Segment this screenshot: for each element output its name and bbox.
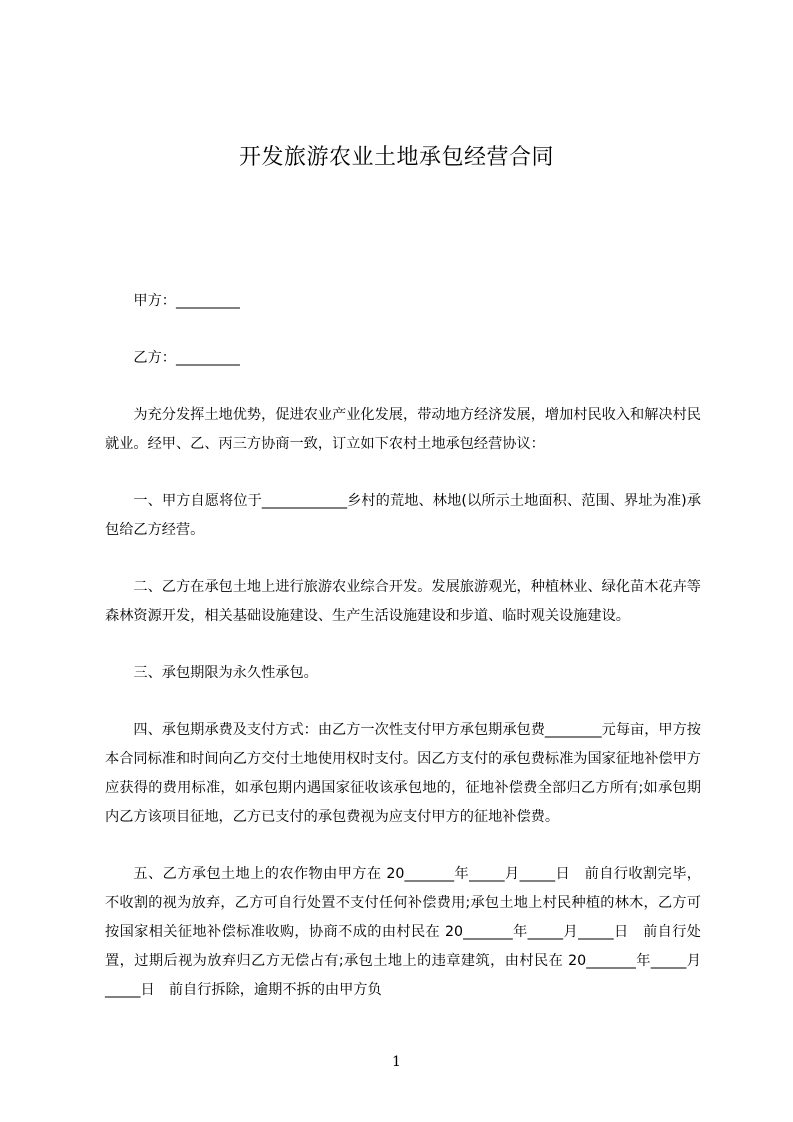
clause-1: 一、甲方自愿将位于____________乡村的荒地、林地(以所示土地面积、范围、界址为准)承包给乙方经营。 bbox=[105, 493, 701, 538]
document-title: 开发旅游农业土地承包经营合同 bbox=[238, 145, 554, 170]
party-a-line: 甲方：_________ bbox=[133, 293, 240, 309]
intro-paragraph: 为充分发挥土地优势，促进农业产业化发展，带动地方经济发展，增加村民收入和解决村民就业。经甲、乙、丙三方协商一致，订立如下农村土地承包经营协议： bbox=[105, 407, 701, 452]
clause-4: 四、承包期承费及支付方式：由乙方一次性支付甲方承包期承包费________元每亩，甲方按本合同标准和时间向乙方交付土地使用权时支付。因乙方支付的承包费标准为国家征地补偿甲方应获得的费用标准，如承包期内遇国家征收该承包地的，征地补偿费全部归乙方所有;如承包期内乙方该项目征地，乙方已支付的承包费视为应支付甲方的征地补偿费。 bbox=[105, 722, 701, 825]
document-body bbox=[105, 287, 701, 1033]
clause-5: 五、乙方承包土地上的农作物由甲方在 20_______年_____月_____日 前自行收割完毕，不收割的视为放弃，乙方可自行处置不支付任何补偿费用;承包土地上村民种植的林木，乙方可按国家相关征地补偿标准收购，协商不成的由村民在 20_______年_____月_____日 前自行处置，过期后视为放弃归乙方无偿占有;承包土地上的违章建筑，由村民在 20_______年_____月_____日 前自行拆除，逾期不拆的由甲方负 bbox=[105, 866, 701, 998]
clause-2: 二、乙方在承包土地上进行旅游农业综合开发。发展旅游观光，种植林业、绿化苗木花卉等森林资源开发，相关基础设施建设、生产生活设施建设和步道、临时观关设施建设。 bbox=[105, 579, 701, 624]
page-number: 1 bbox=[392, 1054, 401, 1070]
clause-3: 三、承包期限为永久性承包。 bbox=[133, 665, 318, 681]
party-b-line: 乙方：_________ bbox=[133, 350, 240, 366]
